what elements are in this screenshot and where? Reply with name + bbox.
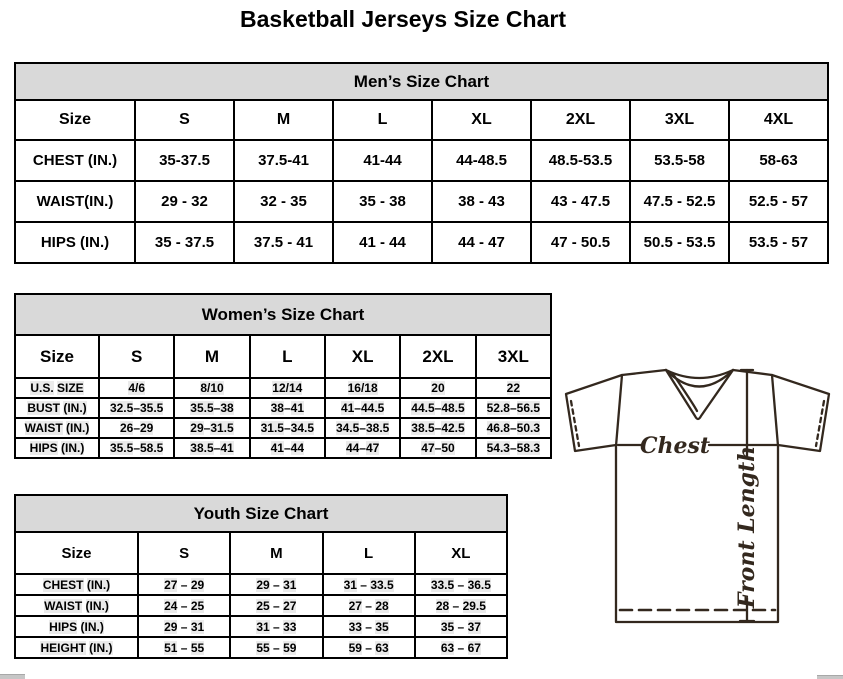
row-label: WAIST (IN.)	[15, 595, 138, 616]
table-row	[15, 438, 551, 458]
size-cell: 41–44	[250, 438, 325, 458]
size-cell: 44–47	[325, 438, 400, 458]
mens-chart-header-band	[15, 63, 828, 100]
size-cell: 44-48.5	[432, 140, 531, 181]
size-column-header: 4XL	[729, 100, 828, 140]
size-cell: 33 – 35	[323, 616, 415, 637]
size-cell: 63 – 67	[415, 637, 507, 658]
size-cell: 31 – 33	[230, 616, 322, 637]
size-cell: 41–44.5	[325, 398, 400, 418]
size-cell: 35.5–58.5	[99, 438, 174, 458]
size-cell: 4/6	[99, 378, 174, 398]
size-column-header: L	[250, 335, 325, 378]
size-cell: 48.5-53.5	[531, 140, 630, 181]
size-header-cell: Size	[15, 335, 99, 378]
size-column-header: 2XL	[531, 100, 630, 140]
jersey-vneck-inner	[673, 374, 697, 411]
size-column-header: 2XL	[400, 335, 475, 378]
youth-chart-title: Youth Size Chart	[15, 495, 507, 532]
size-cell: 24 – 25	[138, 595, 230, 616]
row-label: U.S. SIZE	[15, 378, 99, 398]
size-cell: 41-44	[333, 140, 432, 181]
size-cell: 44 - 47	[432, 222, 531, 263]
size-cell: 43 - 47.5	[531, 181, 630, 222]
size-column-header: 3XL	[630, 100, 729, 140]
size-cell: 47.5 - 52.5	[630, 181, 729, 222]
size-cell: 50.5 - 53.5	[630, 222, 729, 263]
table-row	[15, 595, 507, 616]
womens-chart-header-band	[15, 294, 551, 335]
size-cell: 38.5–42.5	[400, 418, 475, 438]
size-header-cell: Size	[15, 532, 138, 574]
size-cell: 20	[400, 378, 475, 398]
size-cell: 31.5–34.5	[250, 418, 325, 438]
size-cell: 34.5–38.5	[325, 418, 400, 438]
size-cell: 31 – 33.5	[323, 574, 415, 595]
size-cell: 35 – 37	[415, 616, 507, 637]
size-cell: 35.5–38	[174, 398, 249, 418]
row-label: HIPS (IN.)	[15, 438, 99, 458]
youth-size-header-row	[15, 532, 507, 574]
horizontal-scrollbar-fragment-right[interactable]	[817, 675, 843, 679]
row-label: HIPS (IN.)	[15, 222, 135, 263]
size-cell: 27 – 28	[323, 595, 415, 616]
size-cell: 25 – 27	[230, 595, 322, 616]
size-cell: 35 - 37.5	[135, 222, 234, 263]
front-length-label: Front Length	[734, 445, 760, 609]
size-column-header: M	[230, 532, 322, 574]
womens-size-header-row	[15, 335, 551, 378]
size-cell: 59 – 63	[323, 637, 415, 658]
size-cell: 29 – 31	[138, 616, 230, 637]
size-cell: 52.5 - 57	[729, 181, 828, 222]
mens-size-chart-table	[14, 62, 829, 264]
size-cell: 33.5 – 36.5	[415, 574, 507, 595]
size-cell: 12/14	[250, 378, 325, 398]
size-column-header: XL	[325, 335, 400, 378]
size-cell: 41 - 44	[333, 222, 432, 263]
size-cell: 37.5 - 41	[234, 222, 333, 263]
size-cell: 26–29	[99, 418, 174, 438]
mens-size-header-row	[15, 100, 828, 140]
table-row	[15, 637, 507, 658]
row-label: CHEST (IN.)	[15, 574, 138, 595]
size-cell: 29 - 32	[135, 181, 234, 222]
jersey-measurement-diagram	[556, 358, 840, 678]
size-column-header: S	[135, 100, 234, 140]
size-cell: 53.5 - 57	[729, 222, 828, 263]
size-cell: 46.8–50.3	[476, 418, 551, 438]
youth-chart-header-band	[15, 495, 507, 532]
size-column-header: L	[323, 532, 415, 574]
row-label: BUST (IN.)	[15, 398, 99, 418]
size-cell: 52.8–56.5	[476, 398, 551, 418]
table-row	[15, 222, 828, 263]
size-column-header: S	[138, 532, 230, 574]
size-cell: 53.5-58	[630, 140, 729, 181]
size-cell: 38–41	[250, 398, 325, 418]
size-column-header: 3XL	[476, 335, 551, 378]
size-cell: 51 – 55	[138, 637, 230, 658]
chest-label: Chest	[639, 433, 711, 459]
size-cell: 44.5–48.5	[400, 398, 475, 418]
size-column-header: XL	[432, 100, 531, 140]
table-row	[15, 616, 507, 637]
size-cell: 29–31.5	[174, 418, 249, 438]
row-label: WAIST(IN.)	[15, 181, 135, 222]
size-cell: 32 - 35	[234, 181, 333, 222]
size-column-header: M	[234, 100, 333, 140]
size-cell: 16/18	[325, 378, 400, 398]
table-row	[15, 574, 507, 595]
row-label: WAIST (IN.)	[15, 418, 99, 438]
table-row	[15, 140, 828, 181]
table-row	[15, 378, 551, 398]
row-label: HIPS (IN.)	[15, 616, 138, 637]
size-cell: 37.5-41	[234, 140, 333, 181]
size-cell: 35 - 38	[333, 181, 432, 222]
youth-size-chart-table	[14, 494, 508, 659]
womens-size-chart-table	[14, 293, 552, 459]
table-row	[15, 398, 551, 418]
size-cell: 55 – 59	[230, 637, 322, 658]
jersey-left-sleeve	[566, 375, 622, 451]
size-cell: 38 - 43	[432, 181, 531, 222]
size-column-header: M	[174, 335, 249, 378]
size-column-header: S	[99, 335, 174, 378]
page-title: Basketball Jerseys Size Chart	[239, 6, 566, 32]
size-cell: 29 – 31	[230, 574, 322, 595]
size-cell: 58-63	[729, 140, 828, 181]
table-row	[15, 418, 551, 438]
size-header-cell: Size	[15, 100, 135, 140]
table-row	[15, 181, 828, 222]
size-column-header: L	[333, 100, 432, 140]
size-cell: 22	[476, 378, 551, 398]
size-cell: 35-37.5	[135, 140, 234, 181]
size-cell: 47 - 50.5	[531, 222, 630, 263]
size-column-header: XL	[415, 532, 507, 574]
size-cell: 38.5–41	[174, 438, 249, 458]
jersey-right-sleeve	[772, 375, 829, 451]
row-label: HEIGHT (IN.)	[15, 637, 138, 658]
size-cell: 47–50	[400, 438, 475, 458]
row-label: CHEST (IN.)	[15, 140, 135, 181]
horizontal-scrollbar-fragment-left[interactable]	[0, 674, 25, 679]
mens-chart-title: Men’s Size Chart	[15, 63, 828, 100]
size-cell: 27 – 29	[138, 574, 230, 595]
womens-chart-title: Women’s Size Chart	[15, 294, 551, 335]
size-cell: 8/10	[174, 378, 249, 398]
size-cell: 32.5–35.5	[99, 398, 174, 418]
size-cell: 54.3–58.3	[476, 438, 551, 458]
size-cell: 28 – 29.5	[415, 595, 507, 616]
